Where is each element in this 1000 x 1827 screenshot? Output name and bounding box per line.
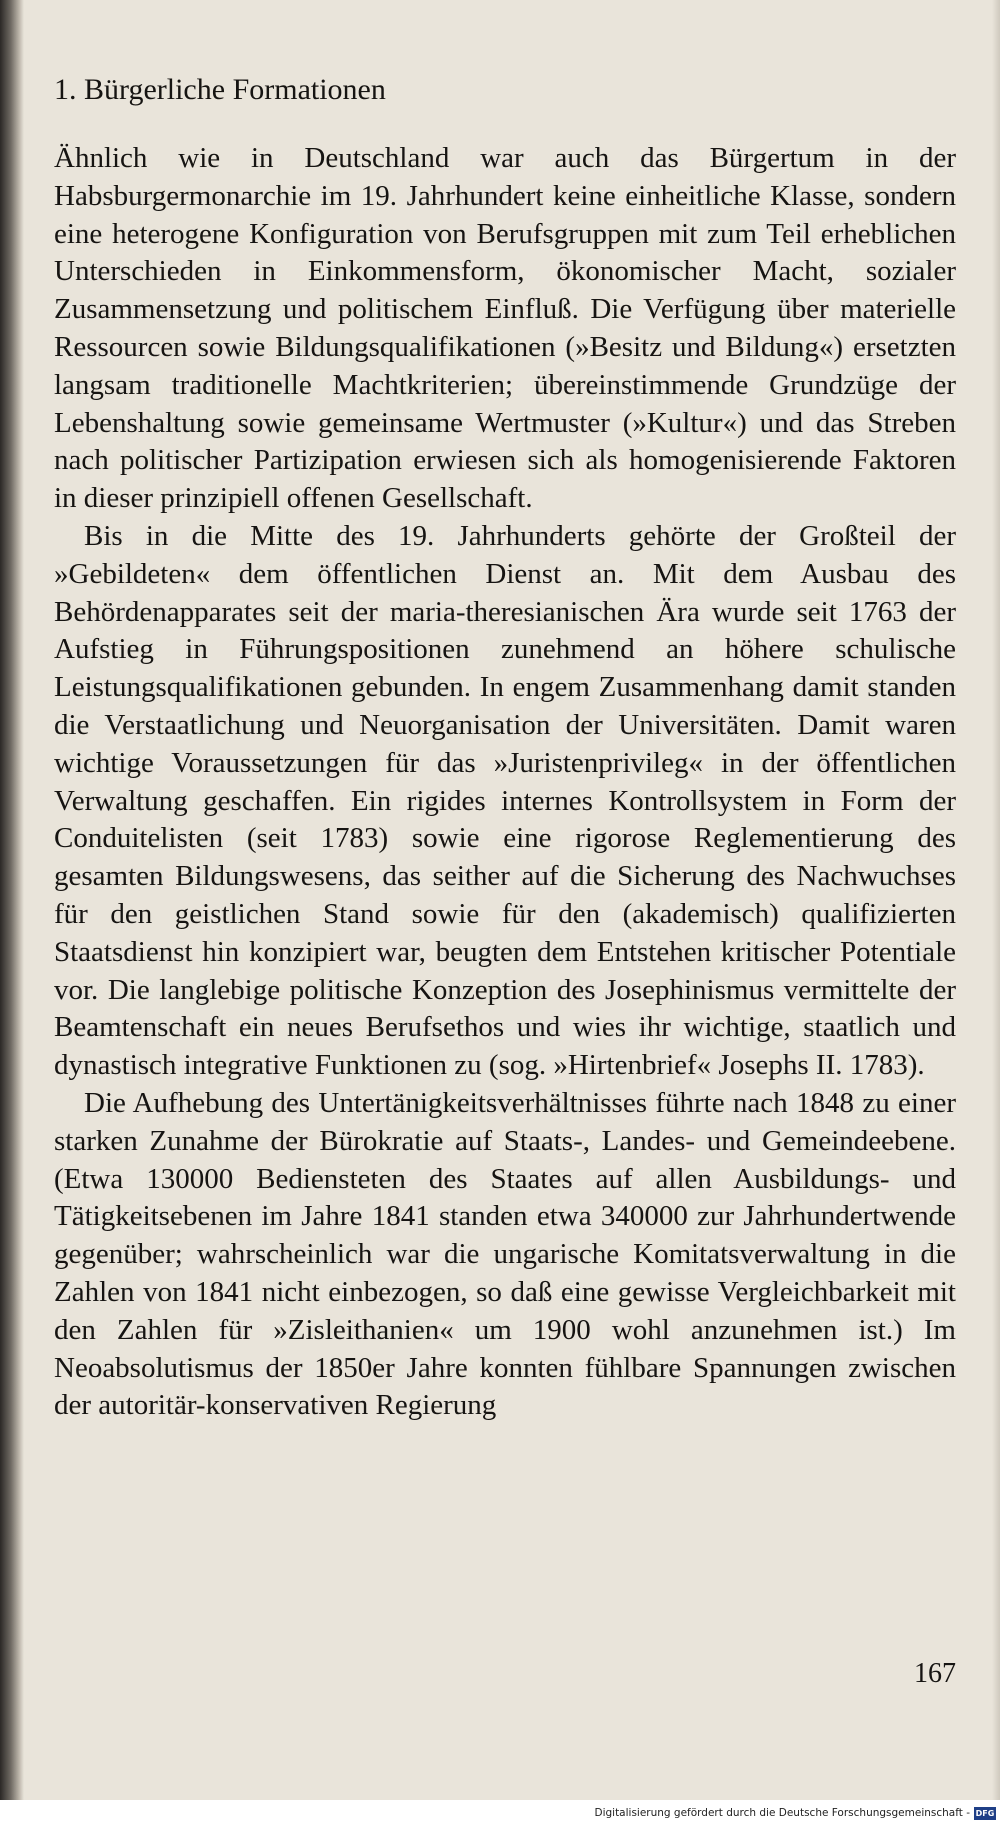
page-number: 167 xyxy=(914,1658,956,1689)
paragraph-2: Bis in die Mitte des 19. Jahrhunderts gehörte der Großteil der »Gebildeten« dem öffentlichen Dienst an. Mit dem Ausbau des Behördenapparates seit der maria-theresianischen Ära wurde seit 1763 der Aufstieg in Führungspositionen zunehmend an höhere schulische Leistungsqualifikationen gebunden. In engem Zusammenhang damit standen die Verstaatlichung und Neuorganisation der Universitäten. Damit waren wichtige Voraussetzungen für das »Juristenprivileg« in der öffentlichen Verwaltung geschaffen. Ein rigides internes Kontrollsystem in Form der Conduitelisten (seit 1783) sowie eine rigorose Reglementierung des gesamten Bildungswesens, das seither auf die Sicherung des Nachwuchses für den geistlichen Stand sowie für den (akademisch) qualifizierten Staatsdienst hin konzipiert war, beugten dem Entstehen kritischer Potentiale vor. Die langlebige politische Konzeption des Josephinismus vermittelte der Beamtenschaft ein neues Berufsethos und wies ihr wichtige, staatlich und dynastisch integrative Funktionen zu (sog. »Hirtenbrief« Josephs II. 1783). xyxy=(54,519,956,1082)
page-content xyxy=(54,70,956,1425)
paragraph-3: Die Aufhebung des Untertänigkeitsverhältnisses führte nach 1848 zu einer starken Zunahme der Bürokratie auf Staats-, Landes- und Gemeindeebene. (Etwa 130000 Bediensteten des Staates auf allen Ausbildungs- und Tätigkeitsebenen im Jahre 1841 standen etwa 340000 zur Jahrhundertwende gegenüber; wahrscheinlich war die ungarische Komitatsverwaltung in die Zahlen von 1841 nicht einbezogen, so daß eine gewisse Vergleichbarkeit mit den Zahlen für »Zisleithanien« um 1900 wohl anzunehmen ist.) Im Neoabsolutismus der 1850er Jahre konnten fühlbare Spannungen zwischen der autoritär-konservativen Regierung xyxy=(54,1086,956,1422)
footer-credit-text: Digitalisierung gefördert durch die Deutsche Forschungsgemeinschaft - xyxy=(594,1807,970,1819)
paragraph-1: Ähnlich wie in Deutschland war auch das Bürgertum in der Habsburgermonarchie im 19. Jahrhundert keine einheitliche Klasse, sondern eine heterogene Konfiguration von Berufsgruppen mit zum Teil erheblichen Unterschieden in Einkommensform, ökonomischer Macht, sozialer Zusammensetzung und politischem Einfluß. Die Verfügung über materielle Ressourcen sowie Bildungsqualifikationen (»Besitz und Bildung«) ersetzten langsam traditionelle Machtkriterien; übereinstimmende Grundzüge der Lebenshaltung sowie gemeinsame Wertmuster (»Kultur«) und das Streben nach politischer Partizipation erwiesen sich als homogenisierende Faktoren in dieser prinzipiell offenen Gesellschaft. xyxy=(54,142,956,515)
section-heading: 1. Bürgerliche Formationen xyxy=(54,73,386,106)
page-edge xyxy=(992,0,1000,1800)
digitization-footer xyxy=(0,1800,1000,1827)
book-spine-shadow xyxy=(0,0,24,1800)
dfg-logo-icon: DFG xyxy=(975,1809,995,1818)
